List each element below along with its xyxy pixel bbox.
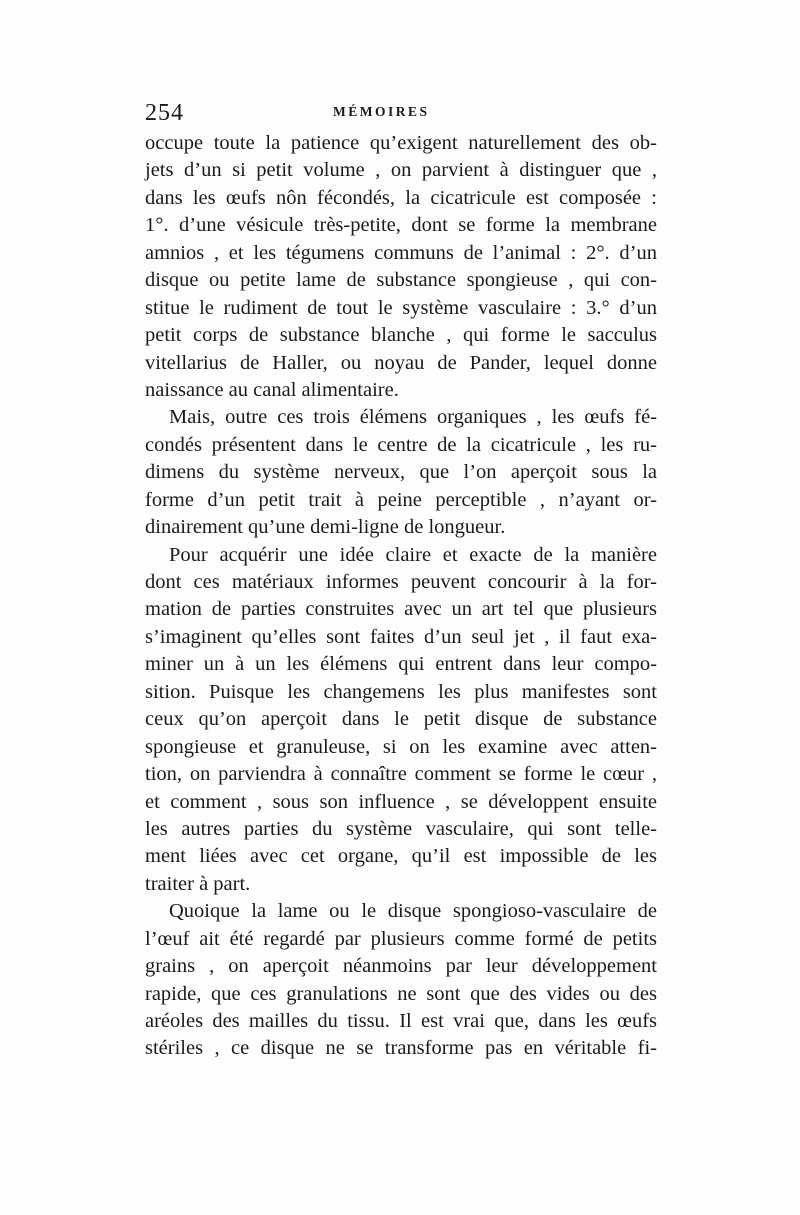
- text-line: dinairement qu’une demi-ligne de longueur.: [145, 516, 506, 539]
- body-text: [145, 130, 657, 1063]
- text-line: jets d’un si petit volume , on parvient à distinguer que ,: [145, 159, 657, 182]
- text-line: et comment , sous son influence , se développent ensuite: [145, 790, 657, 813]
- text-line: Pour acquérir une idée claire et exacte de la manière: [169, 543, 657, 566]
- text-line: stitue le rudiment de tout le système vasculaire : 3.° d’un: [145, 296, 657, 319]
- running-head: MÉMOIRES: [333, 104, 430, 119]
- text-line: Mais, outre ces trois élémens organiques , les œufs fé-: [169, 406, 657, 429]
- text-line: ceux qu’on aperçoit dans le petit disque de substance: [145, 708, 657, 731]
- text-line: dans les œufs nôn fécondés, la cicatricule est composée :: [145, 186, 657, 209]
- text-line: ment liées avec cet organe, qu’il est impossible de les: [145, 845, 657, 868]
- text-line: dont ces matériaux informes peuvent concourir à la for-: [145, 571, 657, 593]
- text-line: mation de parties construites avec un art tel que plusieurs: [145, 598, 657, 621]
- text-line: aréoles des mailles du tissu. Il est vrai que, dans les œufs: [145, 1010, 657, 1032]
- text-line: disque ou petite lame de substance spongieuse , qui con-: [145, 269, 657, 292]
- text-line: 1°. d’une vésicule très-petite, dont se forme la membrane: [145, 214, 657, 237]
- text-line: naissance au canal alimentaire.: [145, 378, 399, 401]
- text-line: traiter à part.: [145, 872, 251, 895]
- page-header: [145, 100, 655, 126]
- text-line: tion, on parviendra à connaître comment se forme le cœur ,: [145, 763, 657, 786]
- text-line: forme d’un petit trait à peine perceptible , n’ayant or-: [145, 488, 657, 511]
- text-line: sition. Puisque les changemens les plus manifestes sont: [145, 680, 657, 703]
- text-line: petit corps de substance blanche , qui forme le sacculus: [145, 324, 657, 347]
- text-line: s’imaginent qu’elles sont faites d’un seul jet , il faut exa-: [145, 625, 657, 648]
- text-line: spongieuse et granuleuse, si on les examine avec atten-: [145, 735, 657, 758]
- text-line: condés présentent dans le centre de la cicatricule , les ru-: [145, 433, 657, 456]
- text-line: amnios , et les tégumens communs de l’animal : 2°. d’un: [145, 241, 657, 264]
- text-line: Quoique la lame ou le disque spongioso-vasculaire de: [169, 900, 657, 923]
- text-line: vitellarius de Haller, ou noyau de Pander, lequel donne: [145, 351, 657, 374]
- page-number: 254: [145, 100, 184, 126]
- text-line: les autres parties du système vasculaire, qui sont telle-: [145, 817, 657, 840]
- text-line: grains , on aperçoit néanmoins par leur développement: [145, 955, 657, 978]
- text-line: stériles , ce disque ne se transforme pas en véritable fi-: [145, 1037, 657, 1060]
- text-line: miner un à un les élémens qui entrent dans leur compo-: [145, 653, 657, 676]
- text-line: occupe toute la patience qu’exigent naturellement des ob-: [145, 132, 657, 154]
- text-line: rapide, que ces granulations ne sont que des vides ou des: [145, 982, 657, 1005]
- text-line: dimens du système nerveux, que l’on aperçoit sous la: [145, 461, 657, 484]
- text-line: l’œuf ait été regardé par plusieurs comme formé de petits: [145, 927, 657, 950]
